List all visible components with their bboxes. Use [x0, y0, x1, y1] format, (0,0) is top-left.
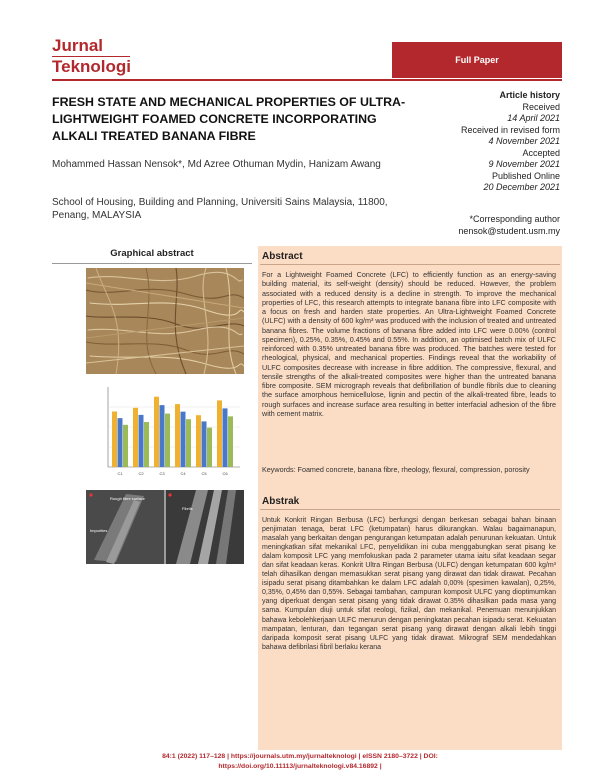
- revised-label: Received in revised form: [460, 124, 560, 135]
- history-heading: Article history: [499, 90, 560, 100]
- journal-name-line2: Teknologi: [52, 57, 132, 76]
- chart-tick-label: C3: [159, 471, 165, 476]
- chart-tick-label: C5: [201, 471, 207, 476]
- chart-bar: [223, 408, 228, 467]
- sem-micrograph: [86, 490, 244, 564]
- article-authors: Mohammed Hassan Nensok*, Md Azree Othuman Mydin, Hanizam Awang: [52, 159, 381, 170]
- chart-bar: [181, 412, 186, 467]
- chart-bar: [228, 416, 233, 467]
- sem-label-rough: Rough fibre surface: [110, 496, 145, 501]
- corresponding-label: *Corresponding author: [469, 214, 560, 224]
- graphical-abstract-rule: [52, 263, 252, 264]
- chart-bar: [186, 419, 191, 467]
- abstract-text: For a Lightweight Foamed Concrete (LFC) to efficiently function as an energy-saving building material, its self-weight (density) should be reduced. However, the problem associated with a reduced density is a decline in strength. To improve the mechanical properties of LFC, this research attempts to integrate banana fibre into LFC composite with a focus on fresh and harden state properties. An Ultra-Lightweight Foamed Concrete (ULFC) with a density of 600 kg/m³ was produced with the inclusion of treated and untreated banana fibres. The volume fractions of banana fibre added into LFC were 0.00% (control specimen), 0.25%, 0.35%, 0.45% and 0.55%. In addition, an optimised batch mix of ULFC reinforced with 0.35% untreated banana fibre was produced. The batches were tested for rheological, physical, and mechanical properties. Findings reveal that the workability of ULFC composites decrease with increase in fibre addition. The compressive, flexural, and tensile strengths of the alkali-treated composites were higher than the untreated banana fibre composite. SEM micrograph reveals that defibrillation of bundle fibrils due to cleaning the surface amorphous hemicellulose, lignin and pectin of the alkali-treated fibre, leads to rough surfaces and increase surface area resulting in better interfacial adhesion of the fibre with cement matrix.: [262, 270, 556, 418]
- accepted-date: 9 November 2021: [488, 159, 560, 169]
- received-label: Received: [522, 101, 560, 112]
- chart-bar: [202, 421, 207, 467]
- banana-fibre-photo: [86, 268, 244, 374]
- chart-tick-label: C2: [138, 471, 144, 476]
- chart-bar: [118, 418, 123, 467]
- footer-line1[interactable]: 84:1 (2022) 117–128 | https://journals.utm.my/jurnalteknologi | eISSN 2180–3722 | DOI:: [162, 753, 438, 760]
- graphical-abstract-heading: Graphical abstract: [110, 248, 194, 259]
- chart-bar: [154, 397, 159, 467]
- abstrak-rule: [260, 509, 560, 510]
- sem-marker: [89, 493, 92, 496]
- revised-date: 4 November 2021: [488, 136, 560, 146]
- abstrak-text: Untuk Konkrit Ringan Berbusa (LFC) berfungsi dengan berkesan sebagai bahan binaan penjimatan tenaga, berat LFC (ketumpatan) harus dikurangkan. Walau bagaimanapun, masalah yang berkaitan dengan pengurangan ketumpatan adalah penurunan kekuatan. Untuk meningkatkan sifat mekanikal LFC, penyelidikan ini cuba menggabungkan serat pisang ke dalam komposit LFC yang memfokuskan pada 2 parameter utama iaitu sifat keadaan segar dan sifat keadaan keras. Konkrit Ultra Ringan Berbusa (ULFC) dengan ketumpatan 600 kg/m³ telah dihasilkan dengan memasukkan serat pisang yang dirawat dan tidak dirawat. Pecahan isipadu serat pisang ditambahkan ke dalam LFC adalah 0,00% (spesimen kawalan), 0,25%, 0,35%, 0,45% dan 0,55%. Sebagai tambahan, campuran komposit ULFC yang dioptimumkan yang diperkuat dengan serat pisang yang tidak dirawat 0.35% dihasilkan pada masa yang sama. Kumpulan diuji untuk sifat reologi, fizikal, dan mekanikal. Penemuan menunjukkan bahawa kebolehkerjaan ULFC menurun dengan peningkatan pecahan isipadu serat. Kekuatan mampatan, lenturan, dan tegangan serat pisang yang dirawat dengan alkali lebih tinggi daripada komposit serat pisang ULFC yang tidak dirawat. Mikrograf SEM mendedahkan bahawa defibrilasi fibril berlaku kerana: [262, 517, 556, 651]
- online-date: 20 December 2021: [483, 182, 560, 192]
- corresponding-author: [400, 213, 560, 237]
- chart-bar: [123, 425, 128, 467]
- sem-label-impurities: Impurities: [90, 528, 108, 533]
- article-affiliation: School of Housing, Building and Planning, Universiti Sains Malaysia, 11800, Penang, MALAYSIA: [52, 197, 388, 221]
- journal-logo: [52, 36, 131, 77]
- article-history: [420, 90, 560, 194]
- abstract-heading: Abstract: [262, 251, 303, 262]
- abstract-rule: [260, 264, 560, 265]
- keywords: Keywords: Foamed concrete, banana fibre, rheology, flexural, compression, porosity: [262, 465, 530, 474]
- page-footer: [100, 752, 500, 772]
- received-date: 14 April 2021: [507, 113, 560, 123]
- chart-bar: [144, 422, 149, 467]
- online-label: Published Online: [491, 170, 560, 181]
- chart-bar: [139, 415, 144, 467]
- chart-bar: [207, 428, 212, 467]
- abstrak-heading: Abstrak: [262, 496, 300, 507]
- accepted-label: Accepted: [522, 147, 560, 158]
- chart-bar: [133, 408, 138, 467]
- chart-bar: [217, 400, 222, 467]
- journal-name-line1: Jurnal: [52, 36, 104, 55]
- corresponding-email[interactable]: nensok@student.usm.my: [458, 226, 560, 236]
- chart-bar: [112, 412, 117, 468]
- chart-tick-label: C1: [117, 471, 123, 476]
- chart-bar: [160, 405, 165, 467]
- strength-bar-chart: [86, 379, 244, 487]
- chart-bar: [175, 404, 180, 467]
- chart-bar: [196, 415, 201, 467]
- footer-line2[interactable]: https://doi.org/10.11113/jurnalteknologi.v84.16892 |: [218, 763, 382, 770]
- chart-tick-label: C6: [222, 471, 228, 476]
- header-rule: [52, 79, 562, 81]
- sem-label-fibrils: Fibrils: [182, 506, 193, 511]
- chart-tick-label: C4: [180, 471, 186, 476]
- sem-marker: [168, 493, 171, 496]
- article-title: FRESH STATE AND MECHANICAL PROPERTIES OF ULTRA-LIGHTWEIGHT FOAMED CONCRETE INCORPORATING ALKALI TREATED BANANA FIBRE: [52, 95, 406, 143]
- full-paper-badge: Full Paper: [392, 42, 562, 78]
- chart-bar: [165, 414, 170, 467]
